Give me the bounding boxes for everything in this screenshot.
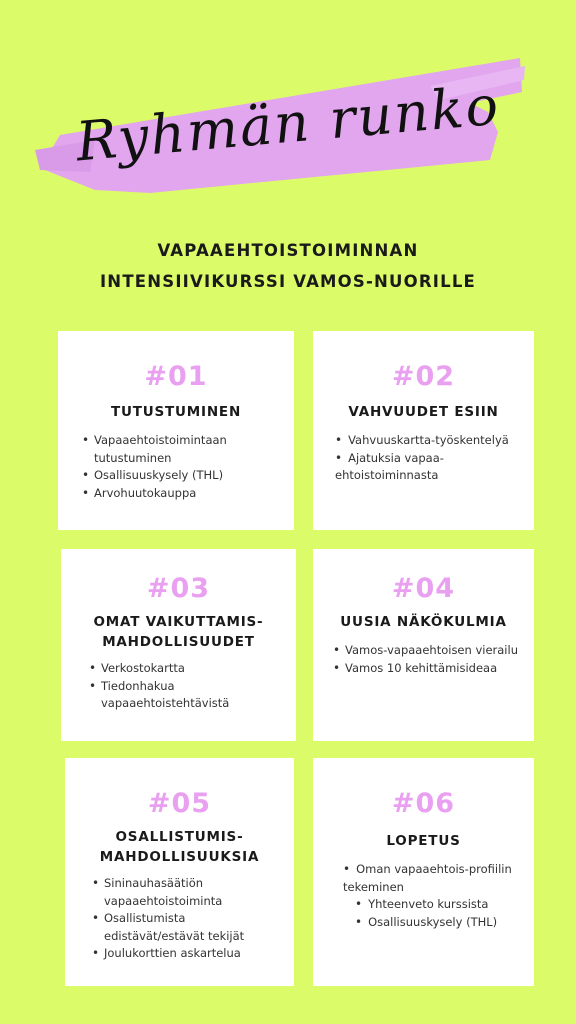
list-item: • Arvohuutokauppa	[80, 485, 282, 503]
card-item-list	[80, 432, 282, 502]
card-heading-line: TUTUSTUMINEN	[110, 404, 242, 420]
session-card-04	[313, 549, 534, 741]
card-heading	[65, 827, 294, 867]
card-number: #03	[146, 573, 211, 604]
card-heading-line: MAHDOLLISUUKSIA	[99, 849, 260, 865]
session-card-02	[313, 331, 534, 530]
card-item-list	[335, 432, 518, 485]
card-heading	[313, 831, 534, 851]
list-item: • Osallisuuskysely (THL)	[343, 914, 520, 932]
card-item-list	[343, 861, 520, 931]
list-item: • Verkostokartta	[87, 660, 284, 678]
card-item-list	[331, 642, 522, 677]
card-heading-line: MAHDOLLISUUDET	[102, 634, 255, 650]
list-item: • Vahvuuskartta-työskentelyä	[335, 432, 518, 450]
list-item: • Sininauhasäätiön vapaaehtoistoiminta	[90, 875, 284, 910]
list-item: • Vapaaehtoistoimintaan tutustuminen	[80, 432, 282, 467]
card-heading-line: OMAT VAIKUTTAMIS-	[93, 614, 264, 630]
subtitle-line-1: VAPAAEHTOISTOIMINNAN	[157, 241, 419, 260]
session-card-05	[65, 758, 294, 986]
list-item: • Vamos 10 kehittämisideaa	[331, 660, 522, 678]
list-item: • Osallisuuskysely (THL)	[80, 467, 282, 485]
list-item: • Vamos-vapaaehtoisen vierailu	[331, 642, 522, 660]
subtitle-line-2: INTENSIIVIKURSSI VAMOS-NUORILLE	[99, 272, 477, 291]
card-number: #01	[144, 361, 208, 392]
subtitle	[0, 235, 576, 297]
session-card-03	[61, 549, 296, 741]
card-heading	[313, 612, 534, 632]
list-item: • Oman vapaaehtois-profiilin tekeminen	[343, 861, 520, 896]
list-item: • Tiedonhakua vapaaehtoistehtävistä	[87, 678, 284, 713]
card-number: #04	[391, 573, 456, 604]
list-item: • Osallistumista edistävät/estävät tekijät	[90, 910, 284, 945]
card-number: #06	[391, 788, 456, 819]
card-heading-line: OSALLISTUMIS-	[115, 829, 244, 845]
list-item: • Ajatuksia vapaa-ehtoistoiminnasta	[335, 450, 518, 485]
card-heading-line: VAHVUUDET ESIIN	[348, 404, 499, 420]
card-heading-line: LOPETUS	[386, 833, 461, 849]
card-heading	[58, 402, 294, 422]
card-number: #05	[147, 788, 212, 819]
card-heading	[313, 402, 534, 422]
card-heading-line: UUSIA NÄKÖKULMIA	[340, 614, 507, 630]
card-item-list	[87, 660, 284, 713]
page-title: Ryhmän runko	[73, 73, 503, 174]
card-heading	[61, 612, 296, 652]
card-number: #02	[391, 361, 456, 392]
session-card-06	[313, 758, 534, 986]
list-item: • Joulukorttien askartelua	[90, 945, 284, 963]
card-item-list	[90, 875, 284, 963]
list-item: • Yhteenveto kurssista	[343, 896, 520, 914]
session-card-01	[58, 331, 294, 530]
